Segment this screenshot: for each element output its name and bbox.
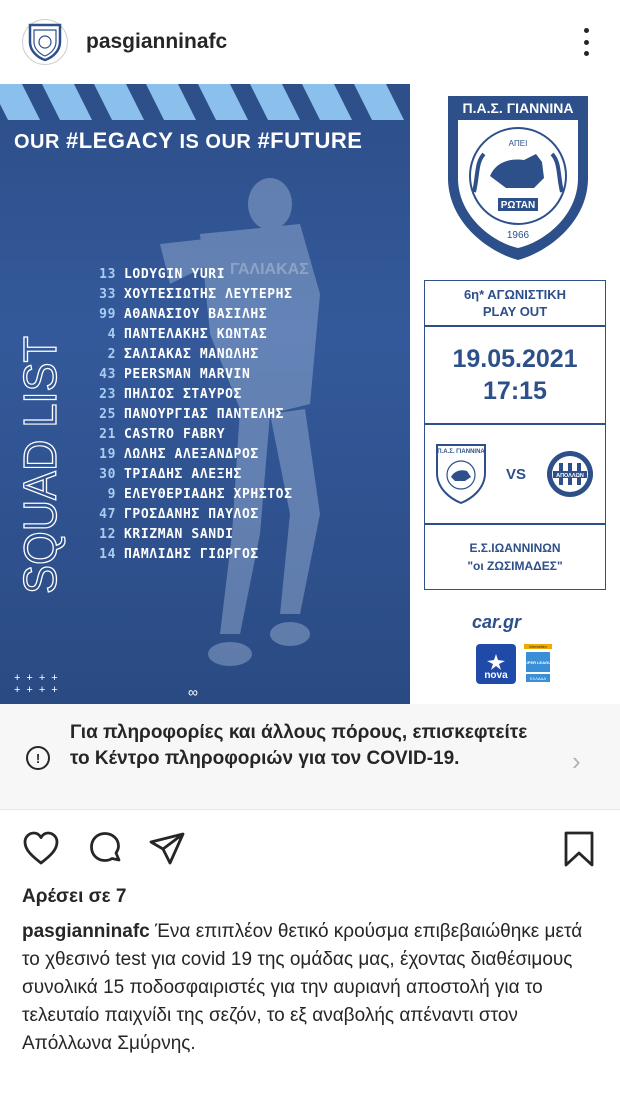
crest-top-text: Π.Α.Σ. ΓΙΑΝΝΙΝΑ [462, 100, 574, 116]
super-league-logo [524, 644, 552, 684]
round-info [424, 280, 606, 326]
home-crest-icon [435, 443, 487, 505]
roster-number: 99 [99, 306, 116, 322]
match-info-panel [410, 84, 620, 704]
venue-info [424, 524, 606, 590]
roster-player-name: ΑΘΑΝΑΣΙΟΥ ΒΑΣΙΛΗΣ [124, 306, 268, 322]
covid-banner-text: Για πληροφορίες και άλλους πόρους, επισκεφτείτε το Κέντρο πληροφοριών για τον COVID-19. [70, 722, 528, 769]
post-username[interactable]: pasgianninafc [86, 30, 228, 53]
more-options-icon[interactable] [582, 28, 590, 56]
comment-icon[interactable] [86, 830, 124, 868]
roster-row [86, 544, 396, 564]
squad-title-text: SQUAD LIST [14, 320, 66, 594]
caption-username[interactable]: pasgianninafc [22, 921, 150, 942]
roster-number: 4 [107, 326, 116, 342]
covid-info-banner[interactable] [0, 704, 620, 810]
roster-row [86, 484, 396, 504]
roster-row [86, 524, 396, 544]
date-info [424, 326, 606, 424]
roster-player-name: ΤΡΙΑΔΗΣ ΑΛΕΞΗΣ [124, 466, 242, 482]
post-header [0, 0, 620, 84]
share-send-icon[interactable] [148, 830, 186, 868]
round-line2: PLAY OUT [482, 304, 548, 319]
roster-row [86, 424, 396, 444]
roster-row [86, 364, 396, 384]
roster-player-name: PEERSMAN MARVIN [124, 366, 251, 382]
roster-player-name: ΠΑΝΟΥΡΓΙΑΣ ΠΑΝΤΕΛΗΣ [124, 406, 285, 422]
stripes-decoration [0, 84, 410, 120]
roster-number: 33 [99, 286, 116, 302]
roster-number: 12 [99, 526, 116, 542]
roster-row [86, 344, 396, 364]
bookmark-icon[interactable] [560, 830, 598, 868]
roster-player-name: ΠΗΛΙΟΣ ΣΤΑΥΡΟΣ [124, 386, 242, 402]
post-actions [0, 820, 620, 880]
roster-number: 9 [107, 486, 116, 502]
league-sponsor-text: Interwetten [529, 645, 547, 649]
like-count[interactable]: Αρέσει σε 7 [22, 886, 127, 907]
roster-number: 2 [107, 346, 116, 362]
versus-info [424, 424, 606, 524]
post-image[interactable] [0, 84, 620, 704]
like-heart-icon[interactable] [22, 830, 60, 868]
roster-row [86, 284, 396, 304]
squad-list-title [12, 320, 68, 596]
plus-pattern: ++++ ++++ [14, 672, 64, 696]
match-date: 19.05.2021 [452, 345, 578, 373]
roster-row [86, 384, 396, 404]
roster-row [86, 464, 396, 484]
league-name-text: SUPER LEAGUE [522, 660, 554, 665]
slogan-legacy: #LEGACY [66, 128, 174, 153]
slogan-future: #FUTURE [257, 128, 363, 153]
squad-panel [0, 84, 410, 704]
round-line1: 6η* ΑΓΩΝΙΣΤΙΚΗ [463, 287, 567, 302]
roster-player-name: CASTRO FABRY [124, 426, 226, 442]
chevron-right-icon[interactable]: › [572, 746, 581, 776]
opponent-crest-text: ΑΠΟΛΛΩΝ [556, 473, 585, 479]
roster-player-name: ΠΑΜΛΙΔΗΣ ΓΙΩΡΓΟΣ [124, 546, 259, 562]
nova-star-icon [487, 654, 505, 670]
crest-rotan: ΡΩΤΑΝ [500, 200, 536, 211]
jersey-name: ΓΑΛΙΑΚΑΣ [230, 261, 309, 278]
venue-line2: "οι ΖΩΣΙΜΑΔΕΣ" [467, 559, 563, 573]
roster-row [86, 404, 396, 424]
post-caption [22, 918, 602, 1058]
roster-row [86, 304, 396, 324]
caption-text: Ένα επιπλέον θετικό κρούσμα επιβεβαιώθηκε μετά το χθεσινό test για covid 19 της ομάδας μας, έχοντας διαθέσιμους συνολικά 15 ποδοσφαιριστές για την αυριανή αποστολή για το τελευταίο παιχνίδι της σεζόν, το εξ αναβολής απέναντι στον Απόλλωνα Σμύρνης. [22, 921, 583, 1054]
roster-player-name: LODYGIN YURI [124, 266, 226, 282]
roster-player-name: ΧΟΥΤΕΣΙΩΤΗΣ ΛΕΥΤΕΡΗΣ [124, 286, 293, 302]
chain-icon: ∞ [188, 684, 198, 700]
slogan-mid: IS OUR [173, 131, 258, 153]
roster-row [86, 504, 396, 524]
roster-player-name: ΛΩΛΗΣ ΑΛΕΞΑΝΔΡΟΣ [124, 446, 259, 462]
roster-row [86, 324, 396, 344]
roster-number: 13 [99, 266, 116, 282]
match-time: 17:15 [483, 377, 547, 405]
slogan [14, 128, 362, 154]
roster-list [86, 264, 396, 564]
venue-line1: Ε.Σ.ΙΩΑΝΝΙΝΩΝ [469, 541, 561, 555]
roster-row [86, 444, 396, 464]
roster-number: 30 [99, 466, 116, 482]
roster-number: 14 [99, 546, 116, 562]
roster-number: 23 [99, 386, 116, 402]
mini-crest-text: Π.Α.Σ. ΓΙΑΝΝΙΝΑ [436, 449, 485, 455]
nova-text: nova [484, 670, 508, 681]
roster-row [86, 264, 396, 284]
opponent-crest-icon [545, 449, 595, 499]
roster-number: 43 [99, 366, 116, 382]
roster-player-name: ΓΡΟΣΔΑΝΗΣ ΠΑΥΛΟΣ [124, 506, 259, 522]
club-crest [444, 92, 592, 264]
roster-player-name: ΕΛΕΥΘΕΡΙΑΔΗΣ ΧΡΗΣΤΟΣ [124, 486, 293, 502]
sponsor-carg-logo: car.gr [472, 612, 522, 632]
avatar[interactable] [22, 19, 68, 65]
slogan-pre: OUR [14, 131, 66, 153]
roster-number: 21 [99, 426, 116, 442]
crest-apei: ΑΠΕΙ [508, 139, 528, 148]
club-crest-icon [27, 22, 63, 62]
roster-number: 47 [99, 506, 116, 522]
roster-number: 25 [99, 406, 116, 422]
league-country-text: ΕΛΛΑΔΑ [529, 676, 547, 681]
roster-player-name: ΣΑΛΙΑΚΑΣ ΜΑΝΩΛΗΣ [124, 346, 259, 362]
roster-player-name: KRIZMAN SANDI [124, 526, 234, 542]
vs-label: VS [505, 465, 526, 483]
crest-year: 1966 [506, 230, 530, 241]
roster-number: 19 [99, 446, 116, 462]
roster-player-name: ΠΑΝΤΕΛΑΚΗΣ ΚΩΝΤΑΣ [124, 326, 268, 342]
info-icon: ! [26, 746, 50, 770]
sponsor-nova-logo [476, 644, 516, 684]
